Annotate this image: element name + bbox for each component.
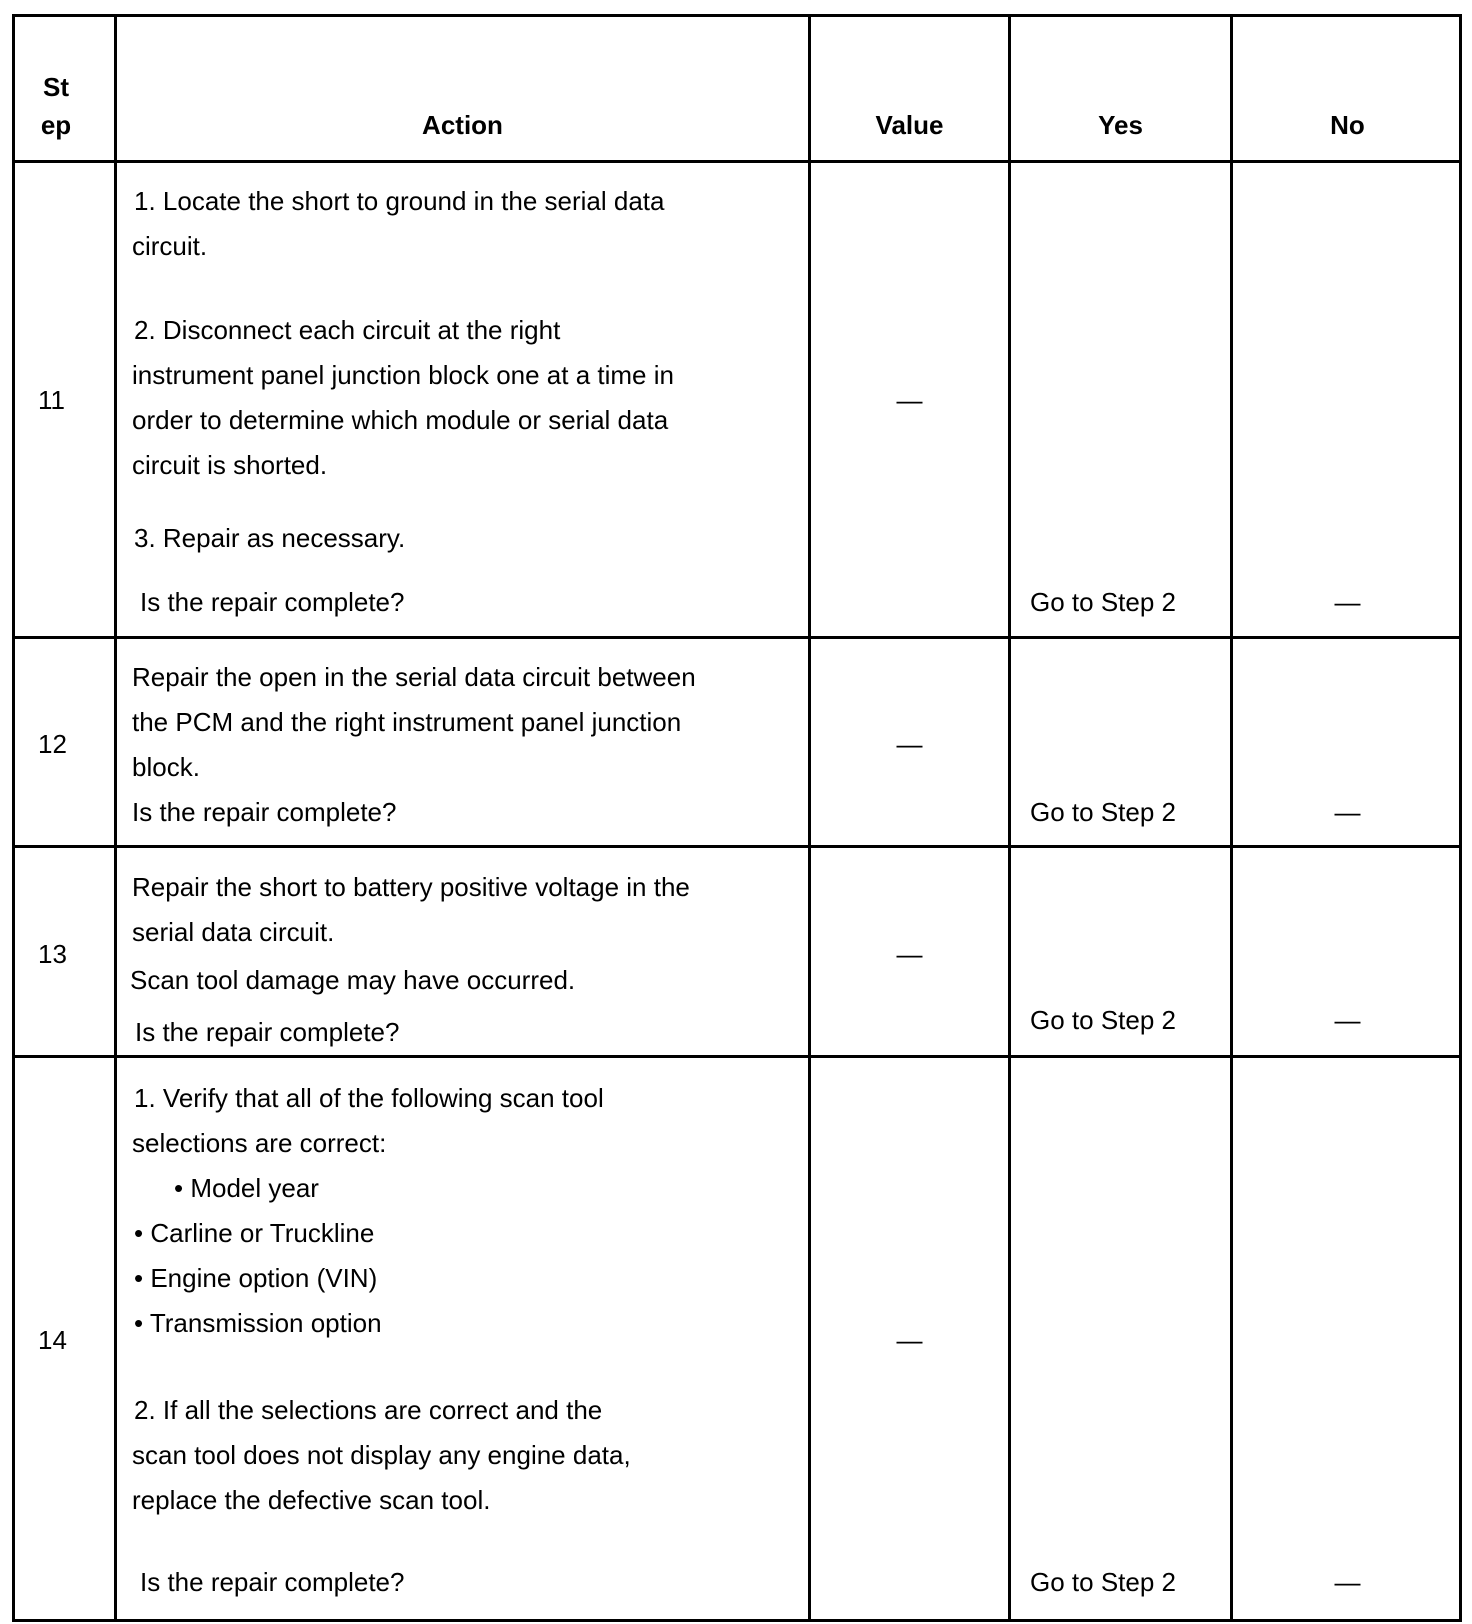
yes-cell: Go to Step 2 — [1030, 587, 1176, 617]
header-no: No — [1330, 110, 1365, 140]
action-line: serial data circuit. — [132, 917, 335, 947]
action-line: block. — [132, 752, 200, 782]
no-cell: — — [1334, 797, 1361, 827]
action-line: 3. Repair as necessary. — [134, 523, 406, 553]
value-cell: — — [896, 1325, 923, 1355]
action-line: circuit is shorted. — [132, 450, 328, 480]
action-line: 1. Locate the short to ground in the serial data — [134, 186, 665, 216]
action-line: Is the repair complete? — [140, 587, 405, 617]
no-cell: — — [1334, 1567, 1361, 1597]
action-line: • Model year — [174, 1173, 319, 1203]
column-divider — [1008, 14, 1011, 1622]
action-line: Scan tool damage may have occurred. — [130, 965, 576, 995]
action-line: the PCM and the right instrument panel junction — [132, 707, 682, 737]
action-line: Is the repair complete? — [135, 1017, 400, 1047]
action-line: 2. Disconnect each circuit at the right — [134, 315, 561, 345]
header-action: Action — [422, 110, 503, 140]
action-line: selections are correct: — [132, 1128, 387, 1158]
value-cell: — — [896, 729, 923, 759]
step-number: 14 — [38, 1325, 67, 1355]
yes-cell: Go to Step 2 — [1030, 797, 1176, 827]
action-line: Is the repair complete? — [140, 1567, 405, 1597]
action-line: 1. Verify that all of the following scan tool — [134, 1083, 604, 1113]
row-divider — [12, 845, 1462, 848]
action-line: 2. If all the selections are correct and the — [134, 1395, 603, 1425]
action-line: Repair the open in the serial data circuit between — [132, 662, 696, 692]
yes-cell: Go to Step 2 — [1030, 1567, 1176, 1597]
action-line: circuit. — [132, 231, 208, 261]
no-cell: — — [1334, 1005, 1361, 1035]
action-line: replace the defective scan tool. — [132, 1485, 491, 1515]
row-divider — [12, 160, 1462, 163]
row-divider — [12, 1055, 1462, 1058]
step-number: 12 — [38, 729, 67, 759]
header-value: Value — [875, 110, 944, 140]
action-line: instrument panel junction block one at a time in — [132, 360, 674, 390]
action-line: • Carline or Truckline — [134, 1218, 375, 1248]
step-number: 11 — [38, 385, 65, 415]
step-number: 13 — [38, 939, 67, 969]
action-line: scan tool does not display any engine data, — [132, 1440, 631, 1470]
value-cell: — — [896, 385, 923, 415]
row-divider — [12, 636, 1462, 639]
no-cell: — — [1334, 587, 1361, 617]
action-line: • Transmission option — [134, 1308, 382, 1338]
column-divider — [808, 14, 811, 1622]
action-line: order to determine which module or serial data — [132, 405, 669, 435]
value-cell: — — [896, 939, 923, 969]
header-yes: Yes — [1098, 110, 1143, 140]
action-line: • Engine option (VIN) — [134, 1263, 378, 1293]
column-divider — [114, 14, 117, 1622]
header-step-line-1: St — [43, 72, 69, 102]
header-step-line-2: ep — [40, 110, 72, 140]
action-line: Is the repair complete? — [132, 797, 397, 827]
action-line: Repair the short to battery positive voltage in the — [132, 872, 690, 902]
yes-cell: Go to Step 2 — [1030, 1005, 1176, 1035]
